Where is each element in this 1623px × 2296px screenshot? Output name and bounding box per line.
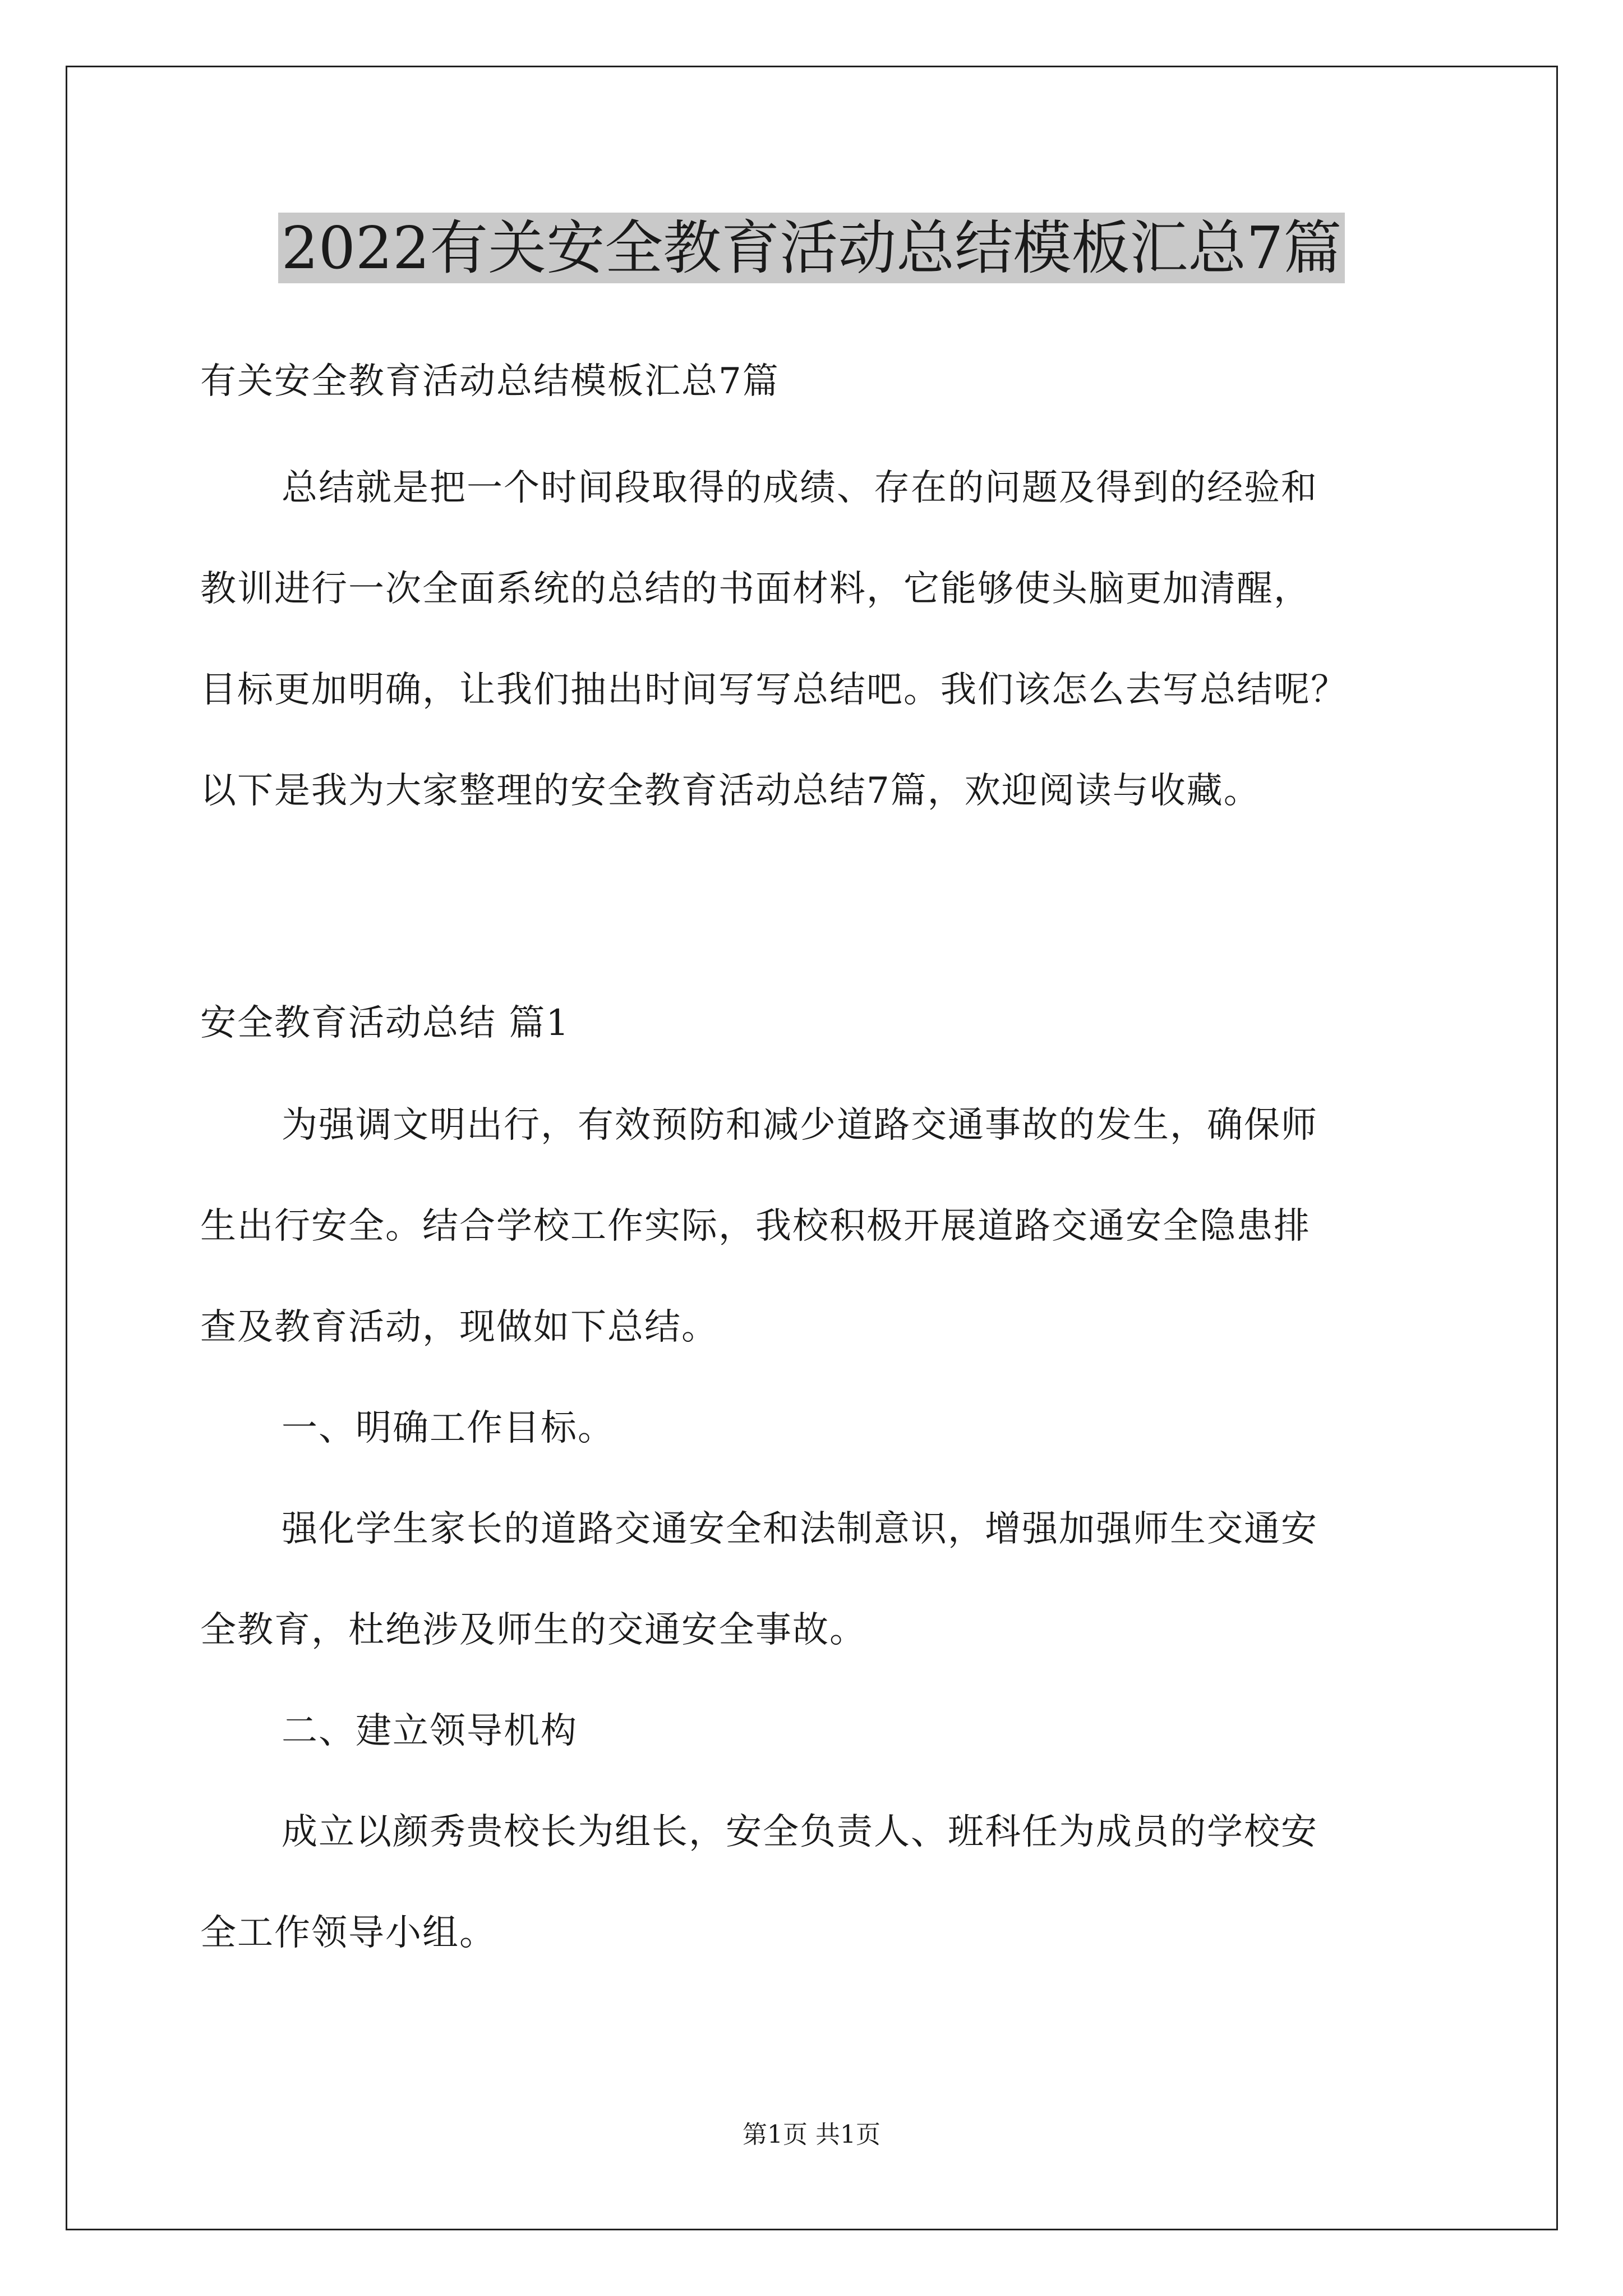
body-line-4: 强化学生家长的道路交通安全和法制意识，增强加强师生交通安 <box>282 1508 1318 1550</box>
page-footer: 第1页 共1页 <box>743 2120 880 2149</box>
body-line-7: 全工作领导小组。 <box>200 1912 496 1954</box>
body-line-2: 生出行安全。结合学校工作实际，我校积极开展道路交通安全隐患排 <box>200 1205 1311 1247</box>
intro-line-2: 教训进行一次全面系统的总结的书面材料，它能够使头脑更加清醒， <box>200 568 1311 610</box>
subtitle: 有关安全教育活动总结模板汇总7篇 <box>200 361 780 402</box>
body-line-5: 全教育，杜绝涉及师生的交通安全事故。 <box>200 1609 866 1651</box>
intro-line-1: 总结就是把一个时间段取得的成绩、存在的问题及得到的经验和 <box>282 467 1318 509</box>
document-title-text: 2022有关安全教育活动总结模板汇总7篇 <box>278 213 1345 283</box>
document-title <box>0 203 1623 293</box>
body-line-3: 查及教育活动，现做如下总结。 <box>200 1306 718 1348</box>
intro-line-3: 目标更加明确，让我们抽出时间写写总结吧。我们该怎么去写总结呢？ <box>200 669 1348 711</box>
body-heading-1: 一、明确工作目标。 <box>282 1407 615 1449</box>
body-line-6: 成立以颜秀贵校长为组长，安全负责人、班科任为成员的学校安 <box>282 1811 1318 1853</box>
body-line-1: 为强调文明出行，有效预防和减少道路交通事故的发生，确保师 <box>282 1105 1318 1146</box>
body-heading-2: 二、建立领导机构 <box>282 1710 578 1752</box>
intro-line-4: 以下是我为大家整理的安全教育活动总结7篇，欢迎阅读与收藏。 <box>200 770 1261 812</box>
section-heading: 安全教育活动总结 篇1 <box>200 1002 570 1044</box>
